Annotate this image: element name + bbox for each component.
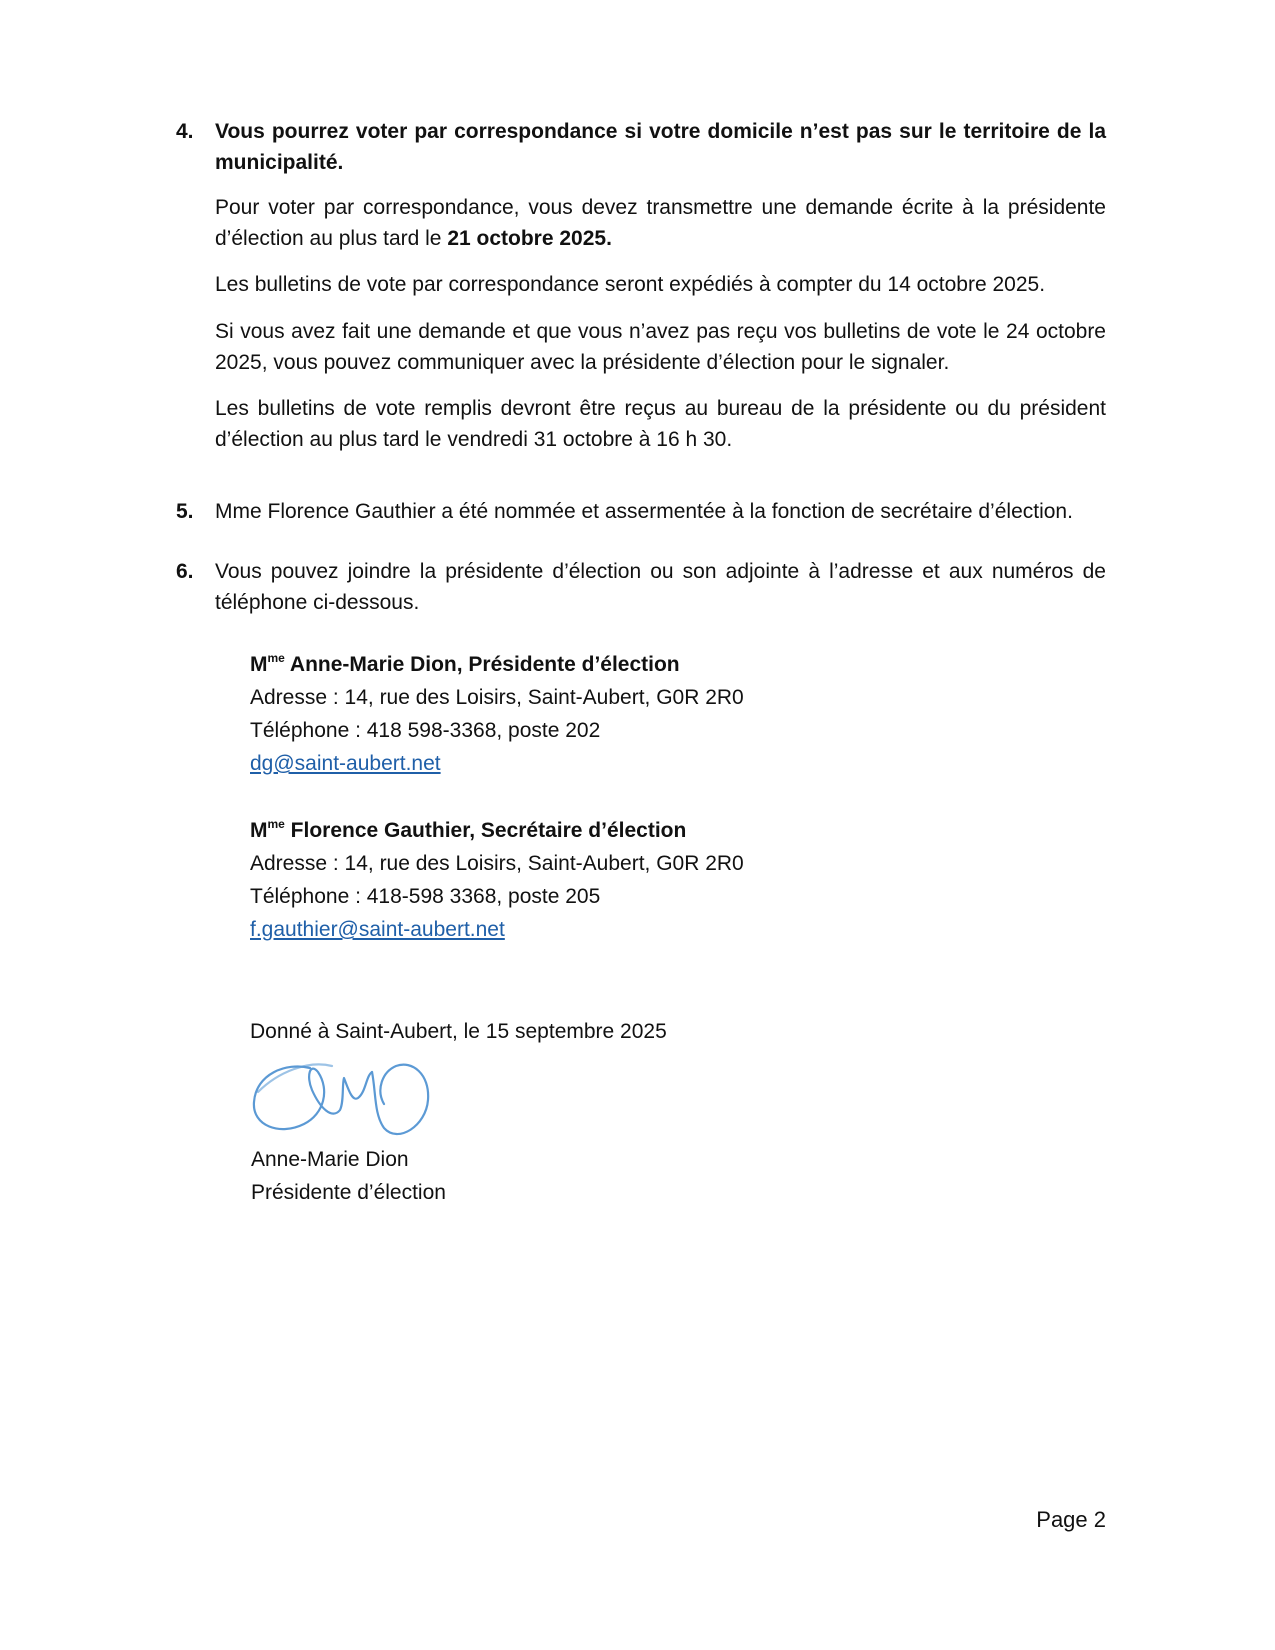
signer-name: Anne-Marie Dion — [251, 1148, 409, 1171]
item-4-heading: Vous pourrez voter par correspondance si votre domicile n’est pas sur le territoire de la municipalité. — [215, 120, 1106, 174]
contact-phone: Téléphone : 418 598-3368, poste 202 — [250, 719, 601, 742]
list-number: 4. — [176, 120, 194, 143]
paragraph-text: Pour voter par correspondance, vous devez transmettre une demande écrite à la présidente d’élection au plus tard le — [215, 196, 1106, 250]
contact-name: $M^{me}$ Florence Gauthier, Secrétaire d’élection — [250, 817, 687, 842]
contact-email-link[interactable]: f.gauthier@saint-aubert.net — [250, 918, 505, 941]
item-5-text: Mme Florence Gauthier a été nommée et assermentée à la fonction de secrétaire d’élection. — [215, 500, 1073, 523]
list-item-6 — [176, 556, 1106, 618]
deadline-date: 21 octobre 2025. — [447, 227, 612, 250]
contact-name: $M^{me}$ Anne-Marie Dion, Présidente d’élection — [250, 651, 680, 676]
handwritten-signature — [248, 1052, 438, 1138]
item-4-paragraph-3: Si vous avez fait une demande et que vous n’avez pas reçu vos bulletins de vote le 24 octobre 2025, vous pouvez communiquer avec la présidente d’élection pour le signaler. — [215, 320, 1106, 374]
contact-address: Adresse : 14, rue des Loisirs, Saint-Aubert, G0R 2R0 — [250, 852, 744, 875]
contact-block-secretary — [250, 814, 950, 946]
list-number: 6. — [176, 560, 194, 583]
signer-role: Présidente d’élection — [251, 1181, 446, 1204]
contact-block-president — [250, 648, 950, 780]
list-item-5 — [176, 496, 1106, 527]
list-item-4 — [176, 116, 1106, 178]
signer-block — [251, 1143, 446, 1209]
contact-email-link[interactable]: dg@saint-aubert.net — [250, 752, 441, 775]
contact-phone: Téléphone : 418-598 3368, poste 205 — [250, 885, 601, 908]
given-at-line: Donné à Saint-Aubert, le 15 septembre 2025 — [250, 1020, 667, 1043]
item-6-text: Vous pouvez joindre la présidente d’élection ou son adjointe à l’adresse et aux numéros de téléphone ci-dessous. — [215, 560, 1106, 614]
item-4-paragraph-2: Les bulletins de vote par correspondance seront expédiés à compter du 14 octobre 2025. — [215, 273, 1046, 296]
list-number: 5. — [176, 500, 194, 523]
item-4-paragraph-4: Les bulletins de vote remplis devront être reçus au bureau de la présidente ou du président d’élection au plus tard le vendredi 31 octobre à 16 h 30. — [215, 397, 1106, 451]
contact-address: Adresse : 14, rue des Loisirs, Saint-Aubert, G0R 2R0 — [250, 686, 744, 709]
item-4-paragraph-1 — [215, 192, 1106, 254]
page-number: Page 2 — [1036, 1507, 1106, 1532]
